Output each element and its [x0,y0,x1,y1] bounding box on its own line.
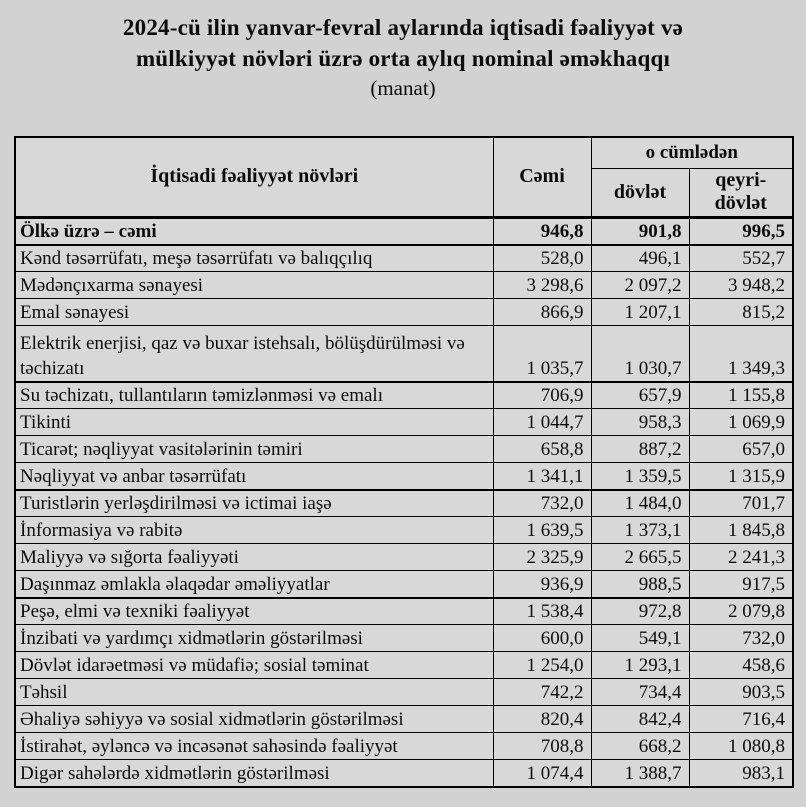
state-cell: 1 207,1 [591,299,689,326]
title-unit-label: (manat) [370,76,436,100]
total-cell: 946,8 [493,217,591,245]
total-cell: 1 035,7 [493,326,591,382]
wages-table [14,136,794,788]
table-row [15,326,793,382]
header-state: dövlət [591,168,689,217]
nonstate-cell: 552,7 [689,245,793,272]
total-cell: 820,4 [493,706,591,733]
table-row [15,652,793,679]
total-cell: 708,8 [493,733,591,760]
activity-cell: Ölkə üzrə – cəmi [15,217,493,245]
activity-cell: Digər sahələrdə xidmətlərin göstərilməsi [15,760,493,787]
nonstate-cell: 701,7 [689,490,793,517]
table-row [15,760,793,787]
state-cell: 496,1 [591,245,689,272]
activity-cell: Ticarət; nəqliyyat vasitələrinin təmiri [15,436,493,463]
nonstate-cell: 917,5 [689,571,793,598]
nonstate-cell: 983,1 [689,760,793,787]
state-cell: 988,5 [591,571,689,598]
table-row [15,217,793,245]
nonstate-cell: 1 845,8 [689,517,793,544]
total-cell: 1 639,5 [493,517,591,544]
total-cell: 706,9 [493,382,591,409]
state-cell: 668,2 [591,733,689,760]
table-row [15,544,793,571]
page-title [0,0,806,102]
activity-cell: Mədənçıxarma sənayesi [15,272,493,299]
nonstate-cell: 716,4 [689,706,793,733]
table-row [15,463,793,490]
total-cell: 1 538,4 [493,598,591,625]
state-cell: 958,3 [591,409,689,436]
state-cell: 1 359,5 [591,463,689,490]
activity-cell: Peşə, elmi və texniki fəaliyyət [15,598,493,625]
total-cell: 658,8 [493,436,591,463]
total-cell: 732,0 [493,490,591,517]
header-including: o cümlədən [591,137,793,168]
activity-cell: Kənd təsərrüfatı, meşə təsərrüfatı və balıqçılıq [15,245,493,272]
state-cell: 657,9 [591,382,689,409]
state-cell: 1 484,0 [591,490,689,517]
table-row [15,571,793,598]
state-cell: 1 388,7 [591,760,689,787]
table-row [15,733,793,760]
nonstate-cell: 903,5 [689,679,793,706]
nonstate-cell: 1 080,8 [689,733,793,760]
header-total: Cəmi [493,137,591,217]
nonstate-cell: 1 349,3 [689,326,793,382]
table-body [15,217,793,787]
state-cell: 2 665,5 [591,544,689,571]
activity-cell: Tikinti [15,409,493,436]
activity-cell: Emal sənayesi [15,299,493,326]
total-cell: 528,0 [493,245,591,272]
activity-cell: İstirahət, əyləncə və incəsənət sahəsində fəaliyyət [15,733,493,760]
nonstate-cell: 996,5 [689,217,793,245]
header-nonstate: qeyri-dövlət [689,168,793,217]
nonstate-cell: 732,0 [689,625,793,652]
activity-cell: Dövlət idarəetməsi və müdafiə; sosial təminat [15,652,493,679]
table-row [15,382,793,409]
total-cell: 2 325,9 [493,544,591,571]
state-cell: 734,4 [591,679,689,706]
state-cell: 549,1 [591,625,689,652]
total-cell: 866,9 [493,299,591,326]
nonstate-cell: 657,0 [689,436,793,463]
table-row [15,598,793,625]
activity-cell: Su təchizatı, tullantıların təmizlənməsi və emalı [15,382,493,409]
activity-cell: Nəqliyyat və anbar təsərrüfatı [15,463,493,490]
nonstate-cell: 1 069,9 [689,409,793,436]
nonstate-cell: 3 948,2 [689,272,793,299]
total-cell: 1 074,4 [493,760,591,787]
activity-cell: İnzibati və yardımçı xidmətlərin göstərilməsi [15,625,493,652]
table-row [15,436,793,463]
nonstate-cell: 2 241,3 [689,544,793,571]
table-row [15,517,793,544]
state-cell: 1 373,1 [591,517,689,544]
state-cell: 901,8 [591,217,689,245]
total-cell: 3 298,6 [493,272,591,299]
title-line-2: mülkiyyət növləri üzrə orta aylıq nominal əməkhaqqı [135,46,671,71]
table-row [15,706,793,733]
nonstate-cell: 458,6 [689,652,793,679]
activity-cell: Təhsil [15,679,493,706]
total-cell: 600,0 [493,625,591,652]
nonstate-cell: 815,2 [689,299,793,326]
state-cell: 887,2 [591,436,689,463]
total-cell: 1 341,1 [493,463,591,490]
table-row [15,490,793,517]
activity-cell: Daşınmaz əmlakla əlaqədar əməliyyatlar [15,571,493,598]
state-cell: 972,8 [591,598,689,625]
total-cell: 742,2 [493,679,591,706]
nonstate-cell: 2 079,8 [689,598,793,625]
table-row [15,679,793,706]
header-activity: İqtisadi fəaliyyət növləri [15,137,493,217]
nonstate-cell: 1 315,9 [689,463,793,490]
table-row [15,299,793,326]
activity-cell: Elektrik enerjisi, qaz və buxar istehsalı, bölüşdürülməsi və təchizatı [15,326,493,382]
title-line-1: 2024-cü ilin yanvar-fevral aylarında iqtisadi fəaliyyət və [122,15,684,40]
total-cell: 1 254,0 [493,652,591,679]
table-row [15,272,793,299]
state-cell: 842,4 [591,706,689,733]
activity-cell: Turistlərin yerləşdirilməsi və ictimai iaşə [15,490,493,517]
state-cell: 1 030,7 [591,326,689,382]
table-row [15,245,793,272]
state-cell: 2 097,2 [591,272,689,299]
table-row [15,409,793,436]
activity-cell: İnformasiya və rabitə [15,517,493,544]
table-row [15,625,793,652]
table-header [15,137,793,217]
activity-cell: Maliyyə və sığorta fəaliyyəti [15,544,493,571]
nonstate-cell: 1 155,8 [689,382,793,409]
total-cell: 1 044,7 [493,409,591,436]
state-cell: 1 293,1 [591,652,689,679]
activity-cell: Əhaliyə səhiyyə və sosial xidmətlərin göstərilməsi [15,706,493,733]
total-cell: 936,9 [493,571,591,598]
